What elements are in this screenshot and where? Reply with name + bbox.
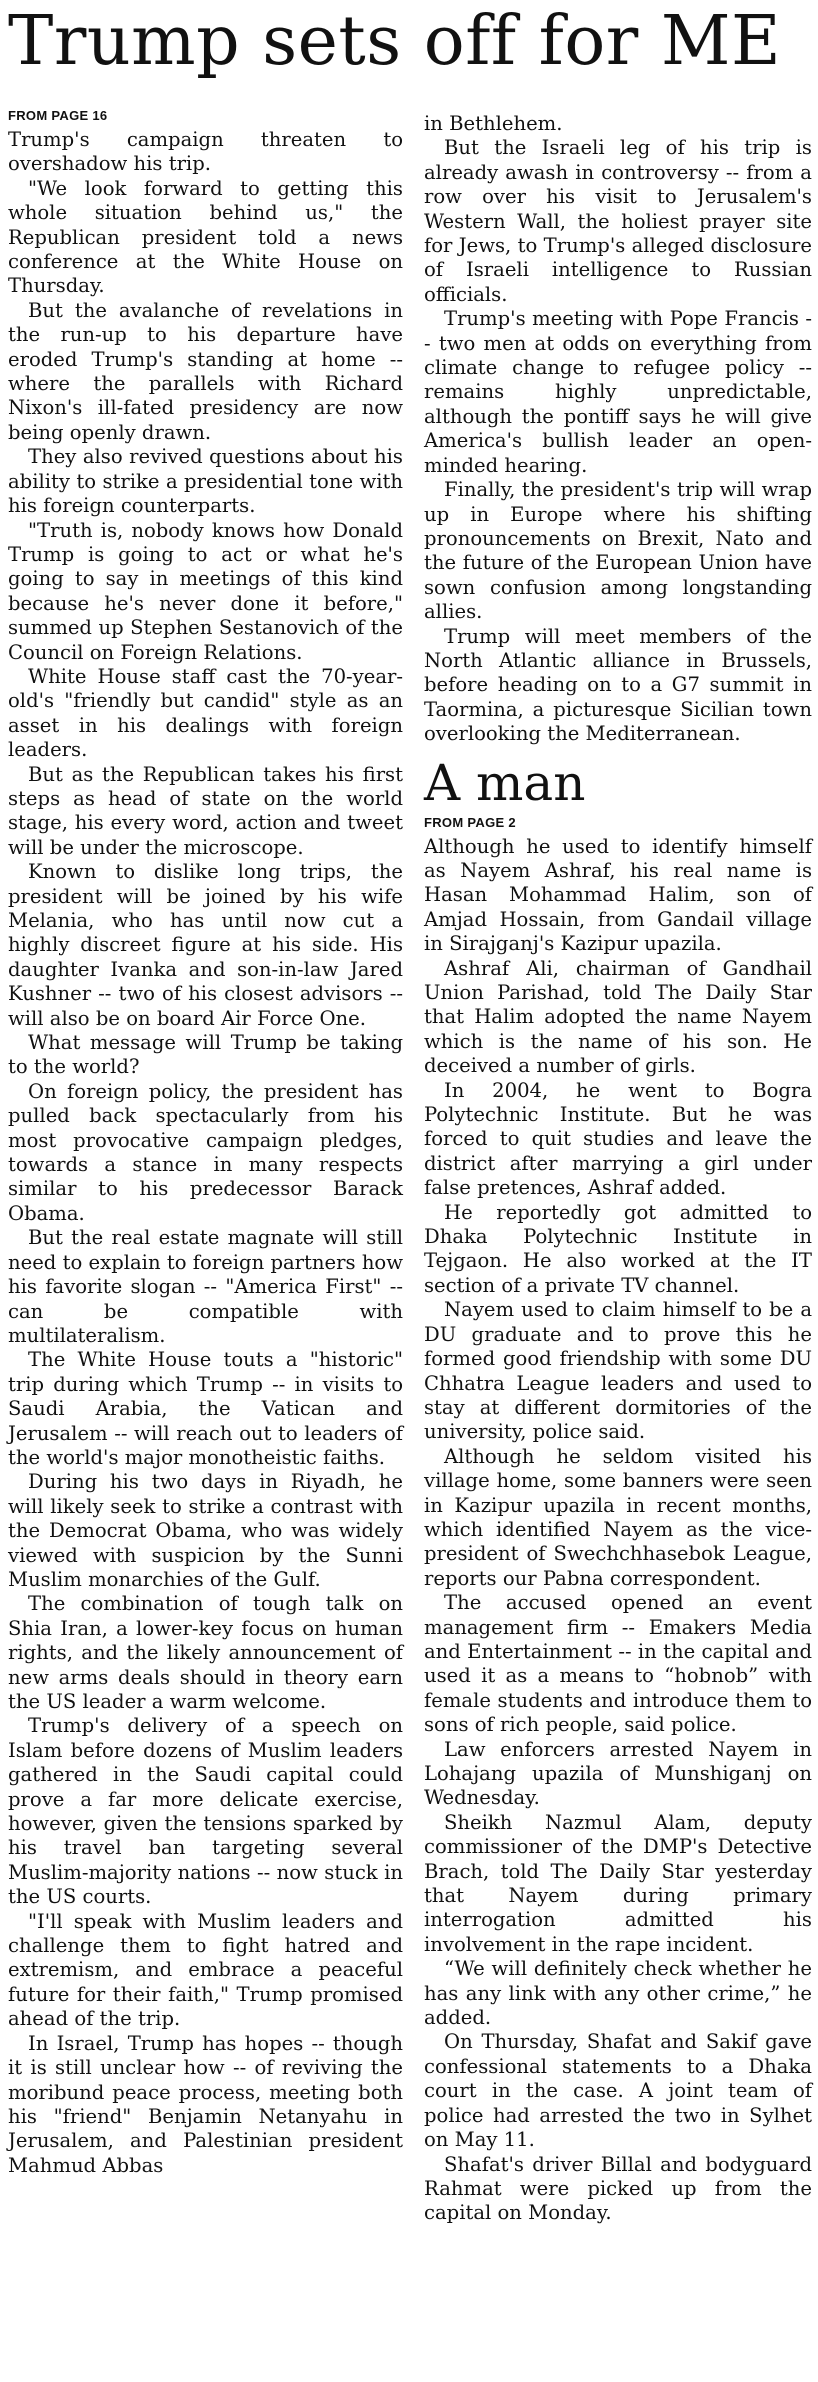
paragraph: Nayem used to claim himself to be a DU graduate and to prove this he formed good friendship with some DU Chhatra League leaders and used to stay at different dormitories of the university, police said. [424,1298,812,1444]
paragraph: The combination of tough talk on Shia Iran, a lower-key focus on human rights, and the likely announcement of new arms deals should in theory earn the US leader a warm welcome. [8,1592,403,1713]
paragraph: On Thursday, Shafat and Sakif gave confessional statements to a Dhaka court in the case. A joint team of police had arrested the two in Sylhet on May 11. [424,2030,812,2152]
paragraph: “We will definitely check whether he has any link with any other crime,” he added. [424,1957,812,2030]
from-page-label: FROM PAGE 2 [424,814,516,830]
paragraph: "We look forward to getting this whole situation behind us," the Republican president told a news conference at the White House on Thursday. [8,176,403,298]
paragraph: Law enforcers arrested Nayem in Lohajang upazila of Munshiganj on Wednesday. [424,1737,812,1810]
second-story-headline: A man [424,753,586,812]
left-column [8,108,403,2178]
right-column [424,112,812,2226]
paragraph: Trump will meet members of the North Atlantic alliance in Brussels, before heading on to a G7 summit in Taormina, a picturesque Sicilian town overlooking the Mediterranean. [424,624,812,746]
paragraph: But the real estate magnate will still need to explain to foreign partners how his favorite slogan -- "America First" -- can be compatible with multilateralism. [8,1226,403,1347]
paragraph: In Israel, Trump has hopes -- though it is still unclear how -- of reviving the moribund peace process, meeting both his "friend" Benjamin Netanyahu in Jerusalem, and Palestinian president Mahmud Abbas [8,2031,403,2177]
story-headline: Trump sets off for ME [8,2,782,81]
paragraph: Shafat's driver Billal and bodyguard Rahmat were picked up from the capital on Monday. [424,2152,812,2225]
paragraph: On foreign policy, the president has pulled back spectacularly from his most provocative campaign pledges, towards a stance in many respects similar to his predecessor Barack Obama. [8,1079,403,1225]
paragraph: But as the Republican takes his first steps as head of state on the world stage, his every word, action and tweet will be under the microscope. [8,762,403,859]
paragraph: Although he seldom visited his village home, some banners were seen in Kazipur upazila in recent months, which identified Nayem as the vice-president of Swechchhasebok League, reports our Pabna correspondent. [424,1444,812,1590]
paragraph: The accused opened an event management firm -- Emakers Media and Entertainment -- in the capital and used it as a means to “hobnob” with female students and introduce them to sons of rich people, said police. [424,1591,812,1737]
paragraph: During his two days in Riyadh, he will likely seek to strike a contrast with the Democrat Obama, who was widely viewed with suspicion by the Sunni Muslim monarchies of the Gulf. [8,1470,403,1591]
from-page-label: FROM PAGE 16 [8,108,108,123]
paragraph: "I'll speak with Muslim leaders and challenge them to fight hatred and extremism, and embrace a peaceful future for their faith," Trump promised ahead of the trip. [8,1909,403,2031]
paragraph: Finally, the president's trip will wrap up in Europe where his shifting pronouncements on Brexit, Nato and the future of the European Union have sown confusion among longstanding allies. [424,478,812,624]
paragraph: The White House touts a "historic" trip during which Trump -- in visits to Saudi Arabia, the Vatican and Jerusalem -- will reach out to leaders of the world's major monotheistic faiths. [8,1348,403,1469]
paragraph: But the Israeli leg of his trip is already awash in controversy -- from a row over his visit to Jerusalem's Western Wall, the holiest prayer site for Jews, to Trump's alleged disclosure of Israeli intelligence to Russian officials. [424,136,812,306]
paragraph: Sheikh Nazmul Alam, deputy commissioner of the DMP's Detective Brach, told The Daily Star yesterday that Nayem during primary interrogation admitted his involvement in the rape incident. [424,1810,812,1956]
paragraph: Ashraf Ali, chairman of Gandhail Union Parishad, told The Daily Star that Halim adopted the name Nayem which is the name of his son. He deceived a number of girls. [424,956,812,1078]
paragraph: Known to dislike long trips, the president will be joined by his wife Melania, who has until now cut a highly discreet figure at his side. His daughter Ivanka and son-in-law Jared Kushner -- two of his closest advisors -- will also be on board Air Force One. [8,860,403,1030]
paragraph: What message will Trump be taking to the world? [8,1031,403,1079]
paragraph: in Bethlehem. [424,112,563,135]
paragraph: Trump's delivery of a speech on Islam before dozens of Muslim leaders gathered in the Saudi capital could prove a far more delicate exercise, however, given the tensions sparked by his travel ban targeting several Muslim-majority nations -- now stuck in the US courts. [8,1714,403,1909]
paragraph: But the avalanche of revelations in the run-up to his departure have eroded Trump's standing at home -- where the parallels with Richard Nixon's ill-fated presidency are now being openly drawn. [8,298,403,444]
paragraph: Trump's meeting with Pope Francis -- two men at odds on everything from climate change to refugee policy -- remains highly unpredictable, although the pontiff says he will give America's bullish leader an open-minded hearing. [424,307,812,477]
paragraph: They also revived questions about his ability to strike a presidential tone with his foreign counterparts. [8,445,403,518]
paragraph: In 2004, he went to Bogra Polytechnic Institute. But he was forced to quit studies and leave the district after marrying a girl under false pretences, Ashraf added. [424,1078,812,1200]
paragraph: "Truth is, nobody knows how Donald Trump is going to act or what he's going to say in meetings of this kind because he's never done it before," summed up Stephen Sestanovich of the Council on Foreign Relations. [8,518,403,664]
paragraph: White House staff cast the 70-year-old's "friendly but candid" style as an asset in his dealings with foreign leaders. [8,664,403,762]
paragraph: He reportedly got admitted to Dhaka Polytechnic Institute in Tejgaon. He also worked at the IT section of a private TV channel. [424,1200,812,1297]
paragraph: Trump's campaign threaten to overshadow his trip. [8,128,403,176]
paragraph: Although he used to identify himself as Nayem Ashraf, his real name is Hasan Mohammad Halim, son of Amjad Hossain, from Gandail village in Sirajganj's Kazipur upazila. [424,834,812,956]
